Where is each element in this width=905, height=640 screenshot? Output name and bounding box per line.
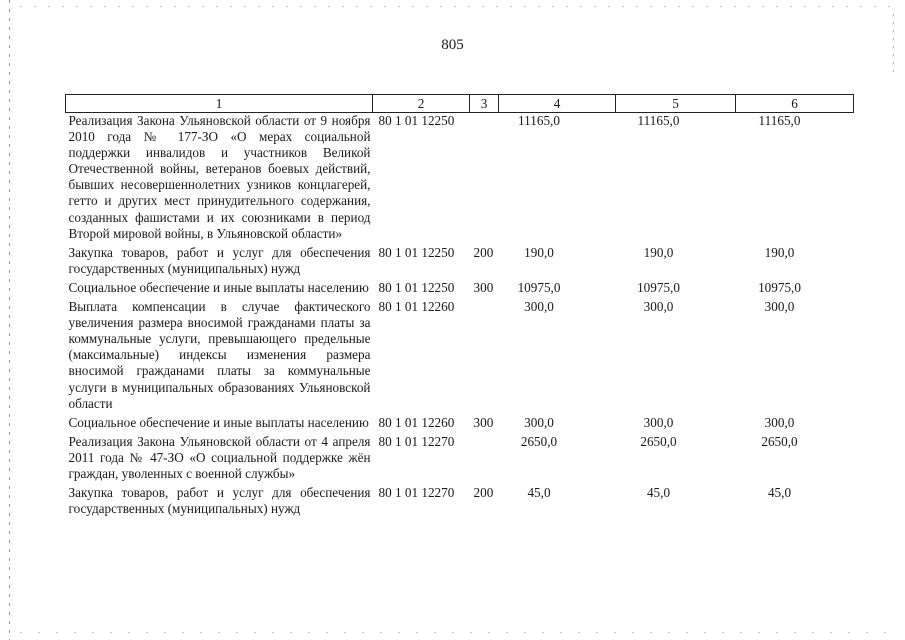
row-value-6: 300,0 [764, 299, 795, 315]
table-row [66, 415, 854, 434]
row-name: Закупка товаров, работ и услуг для обеспечения государственных (муниципальных) нужд [68, 244, 371, 276]
table-row [66, 434, 854, 485]
row-name: Социальное обеспечение и иные выплаты населению [68, 414, 369, 430]
column-header-6: 6 [736, 95, 854, 113]
row-value-4: 190,0 [524, 244, 554, 260]
row-code: 80 1 01 12250 [378, 279, 455, 295]
table-row [66, 299, 854, 415]
row-value-5: 45,0 [646, 485, 671, 501]
row-value-5: 300,0 [643, 299, 674, 315]
table-row [66, 485, 854, 520]
column-header-2: 2 [373, 95, 470, 113]
row-value-6: 190,0 [764, 244, 795, 260]
row-type: 300 [473, 414, 494, 430]
row-type [470, 434, 499, 485]
row-value-5: 11165,0 [637, 113, 680, 128]
table-row [66, 113, 854, 245]
row-value-4: 10975,0 [517, 279, 561, 295]
row-value-4: 300,0 [524, 299, 554, 315]
scan-bottom-noise [20, 632, 890, 633]
row-type: 200 [473, 244, 494, 260]
scan-left-edge [9, 0, 10, 640]
row-value-5: 190,0 [643, 244, 674, 260]
row-code: 80 1 01 12260 [378, 414, 455, 430]
row-code: 80 1 01 12260 [378, 299, 455, 315]
column-header-1: 1 [66, 95, 373, 113]
column-header-5: 5 [616, 95, 736, 113]
row-name: Выплата компенсации в случае фактического увеличения размера вносимой гражданами платы за коммунальные услуги, превышающего предельные (максимальные) индексы изменения размера вносимой гражданами платы за коммунальные услуги в муниципальных образованиях Ульяновской области [68, 299, 371, 411]
table-row [66, 280, 854, 299]
table-header-row [66, 95, 854, 113]
row-value-5: 2650,0 [640, 433, 677, 449]
row-value-6: 2650,0 [761, 433, 798, 449]
row-name: Реализация Закона Ульяновской области от 9 ноября 2010 года № 177-ЗО «О мерах социальной поддержки инвалидов и участников Великой Отечественной войны, ветеранов боевых действий, бывших несовершеннолетних узников концлагерей, гетто и других мест принудительного содержания, созданных фашистами и их союзниками в период Второй мировой войны, в Ульяновской области» [68, 113, 371, 241]
row-type [470, 299, 499, 415]
scan-top-noise [20, 6, 890, 7]
row-code: 80 1 01 12250 [378, 244, 455, 260]
row-value-5: 10975,0 [637, 279, 680, 295]
budget-table [65, 94, 854, 520]
row-code: 80 1 01 12250 [378, 113, 455, 128]
table-row [66, 245, 854, 280]
row-value-6: 45,0 [767, 485, 792, 501]
row-value-6: 11165,0 [758, 113, 801, 128]
page-number: 805 [441, 37, 464, 53]
row-code: 80 1 01 12270 [378, 433, 455, 449]
row-value-4: 2650,0 [520, 433, 558, 449]
row-name: Социальное обеспечение и иные выплаты населению [68, 279, 369, 295]
row-value-4: 300,0 [524, 414, 554, 430]
row-type: 300 [473, 279, 494, 295]
row-type: 200 [473, 485, 494, 501]
row-code: 80 1 01 12270 [378, 485, 455, 501]
row-value-5: 300,0 [643, 414, 674, 430]
row-value-4: 11165,0 [518, 113, 560, 128]
row-value-4: 45,0 [527, 485, 551, 501]
row-value-6: 300,0 [764, 414, 795, 430]
row-name: Реализация Закона Ульяновской области от 4 апреля 2011 года № 47-ЗО «О социальной поддержке жён граждан, уволенных с военной службы» [68, 433, 371, 481]
row-type [470, 113, 499, 245]
row-name: Закупка товаров, работ и услуг для обеспечения государственных (муниципальных) нужд [68, 485, 371, 517]
column-header-3: 3 [470, 95, 499, 113]
column-header-4: 4 [499, 95, 616, 113]
row-value-6: 10975,0 [758, 279, 801, 295]
